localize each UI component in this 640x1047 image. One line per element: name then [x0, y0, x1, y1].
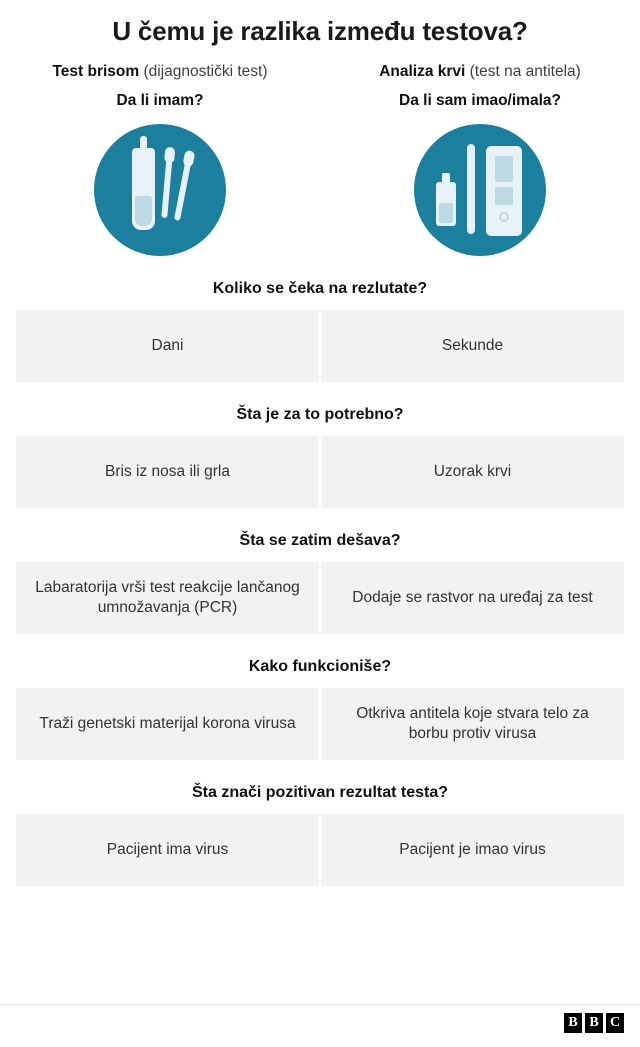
bottle-neck-icon	[442, 173, 450, 183]
test-cassette-icon	[486, 146, 522, 236]
cell-next-steps-left: Labaratorija vrši test reakcije lančanog umnožavanja (PCR)	[16, 562, 319, 634]
section-title-requirements: Šta je za to potrebno?	[236, 406, 404, 423]
swab-icon-wrap	[0, 124, 320, 256]
cassette-window-icon	[495, 156, 513, 182]
blood-test-cassette-icon	[414, 124, 546, 256]
footer	[0, 1004, 640, 1037]
cell-how-it-works-left: Traži genetski materijal korona virusa	[16, 688, 319, 760]
bbc-logo-letter: B	[585, 1013, 603, 1033]
bbc-logo-letter: B	[564, 1013, 582, 1033]
cell-requirements-left: Bris iz nosa ili grla	[16, 436, 319, 508]
cassette-sample-well-icon	[499, 212, 509, 222]
lancet-stick-icon	[467, 144, 475, 234]
blood-icon-wrap	[320, 124, 640, 256]
swab-stick-icon	[174, 157, 192, 221]
cell-next-steps-right: Dodaje se rastvor na uređaj za test	[321, 562, 624, 634]
section-title-positive-result: Šta znači pozitivan rezultat testa?	[191, 784, 449, 801]
column-header-swab	[0, 63, 320, 110]
section-title-how-it-works: Kako funkcioniše?	[248, 658, 392, 675]
test-tube-icon	[132, 148, 155, 230]
solution-bottle-icon	[436, 182, 456, 226]
cell-requirements-right: Uzorak krvi	[321, 436, 624, 508]
section-row-positive-result	[0, 814, 640, 886]
section-row-how-it-works	[0, 688, 640, 760]
cassette-strip-icon	[495, 187, 513, 205]
column-header-blood	[320, 63, 640, 110]
swab-test-name-bold: Test brisom	[52, 63, 140, 80]
cell-results-time-left: Dani	[16, 310, 319, 382]
blood-test-name-bold: Analiza krvi	[379, 63, 466, 80]
cell-positive-result-left: Pacijent ima virus	[16, 814, 319, 886]
section-row-next-steps	[0, 562, 640, 634]
swab-test-question: Da li imam?	[116, 92, 204, 109]
swab-test-name-rest: (dijagnostički test)	[139, 63, 268, 80]
blood-test-name	[320, 63, 640, 81]
blood-test-name-rest: (test na antitela)	[465, 63, 581, 80]
bottle-fill-icon	[439, 203, 453, 223]
bbc-logo	[564, 1013, 624, 1033]
section-title-results-time: Koliko se čeka na rezlutate?	[212, 280, 428, 297]
bbc-logo-letter: C	[606, 1013, 624, 1033]
swab-test-name	[0, 63, 320, 81]
page-title: U čemu je razlika između testova?	[112, 16, 528, 46]
swab-tube-icon	[94, 124, 226, 256]
cell-positive-result-right: Pacijent je imao virus	[321, 814, 624, 886]
blood-test-question: Da li sam imao/imala?	[399, 92, 561, 109]
tube-cap-icon	[140, 136, 147, 150]
icon-row	[0, 124, 640, 256]
cell-how-it-works-right: Otkriva antitela koje stvara telo za borbu protiv virusa	[321, 688, 624, 760]
swab-stick-icon	[161, 154, 173, 218]
section-row-results-time	[0, 310, 640, 382]
tube-liquid-icon	[135, 196, 152, 226]
section-title-next-steps: Šta se zatim dešava?	[239, 532, 401, 549]
column-headers	[0, 63, 640, 110]
section-row-requirements	[0, 436, 640, 508]
cell-results-time-right: Sekunde	[321, 310, 624, 382]
